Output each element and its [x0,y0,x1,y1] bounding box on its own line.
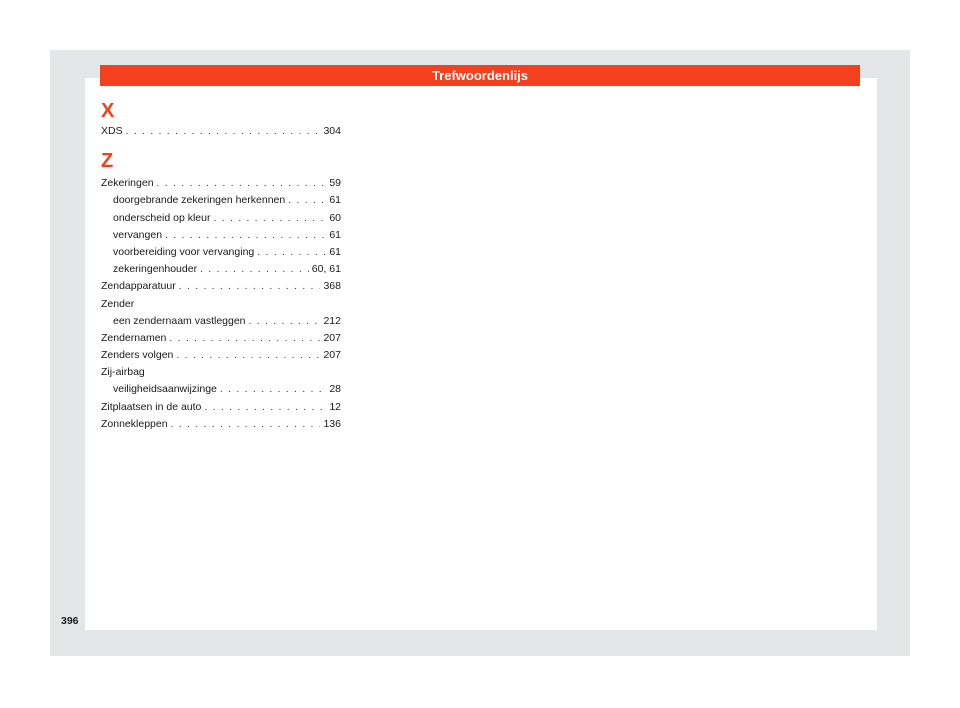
entry-page[interactable]: 61 [329,194,341,207]
index-subentry[interactable] [101,244,341,261]
entry-term: Zenders volgen [101,349,174,362]
leader-dots [200,261,309,278]
entry-page[interactable]: 61 [329,245,341,258]
index-entry[interactable] [101,278,341,295]
leader-dots [204,399,326,416]
index-entry[interactable] [101,399,341,416]
leader-dots [249,313,321,330]
index-subentry[interactable] [101,261,341,278]
index-entry[interactable] [101,123,341,140]
index-entry-heading [101,364,341,381]
index-entry[interactable] [101,416,341,433]
entry-term: veiligheidsaanwijzinge [113,383,217,396]
entry-term: Zender [101,297,135,310]
entry-term: zekeringenhouder [113,263,198,276]
index-entry[interactable] [101,175,341,192]
entry-term: Zendernamen [101,331,167,344]
leader-dots [176,347,320,364]
section-letter-z: Z [101,150,114,173]
leader-dots [179,278,321,295]
entry-page[interactable]: 12 [329,400,341,413]
entry-term: doorgebrande zekeringen herkennen [113,194,286,207]
entry-term: Zendapparatuur [101,280,176,293]
entry-page[interactable]: 61 [329,228,341,241]
section-letter-x: X [101,100,115,122]
entry-page[interactable]: 304 [323,125,341,137]
entry-page[interactable]: 59 [329,177,341,190]
entry-page[interactable]: 60, 61 [311,263,341,276]
entry-page[interactable]: 207 [323,349,341,362]
leader-dots [213,210,326,227]
entry-page[interactable]: 136 [323,417,341,430]
entry-term: Zekeringen [101,177,154,190]
leader-dots [220,381,326,398]
index-subentry[interactable] [101,227,341,244]
entry-page[interactable]: 368 [323,280,341,293]
leader-dots [165,227,326,244]
leader-dots [126,123,321,140]
leader-dots [257,244,326,261]
index-subentry[interactable] [101,192,341,209]
index-entry-heading [101,296,341,313]
entry-term: Zij-airbag [101,366,145,379]
index-subentry[interactable] [101,313,341,330]
entry-term: XDS [101,125,123,137]
entry-term: Zonnekleppen [101,417,168,430]
index-column [101,100,341,433]
entry-page[interactable]: 28 [329,383,341,396]
page-title: Trefwoordenlijs [100,65,860,86]
page-number: 396 [61,615,79,627]
leader-dots [171,416,321,433]
leader-dots [169,330,320,347]
leader-dots [288,192,326,209]
entry-term: voorbereiding voor vervanging [113,245,255,258]
index-entry[interactable] [101,330,341,347]
entry-term: een zendernaam vastleggen [113,314,246,327]
index-subentry[interactable] [101,381,341,398]
entry-page[interactable]: 212 [323,314,341,327]
entry-term: Zitplaatsen in de auto [101,400,202,413]
entry-page[interactable]: 60 [329,211,341,224]
index-subentry[interactable] [101,210,341,227]
index-entry[interactable] [101,347,341,364]
leader-dots [157,175,327,192]
entry-page[interactable]: 207 [323,331,341,344]
entry-term: vervangen [113,228,163,241]
entry-term: onderscheid op kleur [113,211,211,224]
